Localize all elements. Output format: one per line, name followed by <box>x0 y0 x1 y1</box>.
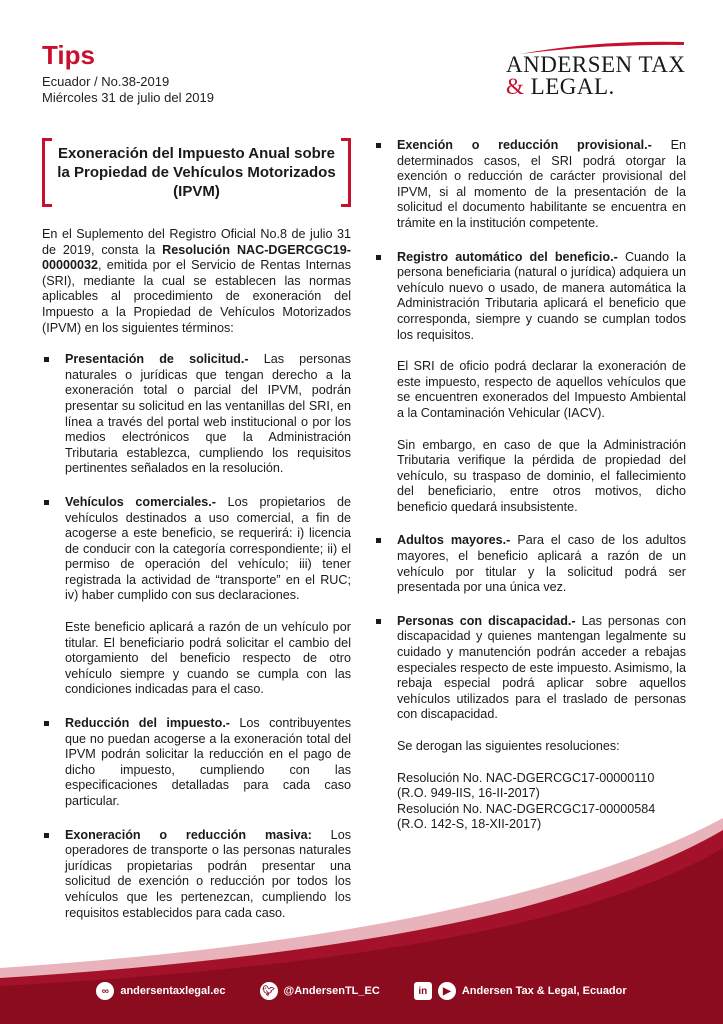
list-item <box>374 250 686 516</box>
item-heading: Reducción del impuesto.- <box>65 716 231 731</box>
bullet-icon <box>376 255 381 260</box>
social-text[interactable]: Andersen Tax & Legal, Ecuador <box>461 985 627 997</box>
website-text[interactable]: andersentaxlegal.ec <box>120 985 226 997</box>
issue-date: Miércoles 31 de julio del 2019 <box>42 90 214 105</box>
bullet-icon <box>44 357 49 362</box>
bullet-icon <box>376 143 381 148</box>
item-heading: Adultos mayores.- <box>397 533 511 548</box>
bullet-icon <box>376 619 381 624</box>
intro-paragraph <box>42 227 351 336</box>
item-heading: Registro automático del beneficio.- <box>397 249 618 264</box>
logo-line-1: ANDERSEN TAX <box>506 52 686 77</box>
resolution-name: Resolución No. NAC-DGERCGC17-00000110 <box>397 770 655 785</box>
andersen-logo <box>506 38 686 102</box>
resolution-ref: (R.O. 142-S, 18-XII-2017) <box>397 817 542 832</box>
logo-ampersand: & <box>506 74 525 99</box>
youtube-icon: ▶ <box>438 982 456 1000</box>
footer-social[interactable] <box>414 982 627 1000</box>
item-extra: Este beneficio aplicará a razón de un vehículo por titular. El beneficiario podrá solicitar el cambio del otorgamiento del beneficio respecto de otro vehículo siempre y cuando se cumpla con las condiciones indicadas para el caso. <box>65 620 351 697</box>
item-text: Los operadores de transporte o las personas naturales jurídicas propietarias podrán presentar una solicitud de exención o reducción por todos los vehículos que les pertenezcan, cumpliendo los requisitos establecidos para cada caso. <box>65 827 351 920</box>
logo-line-2 <box>506 74 615 100</box>
item-text: Las personas con discapacidad y quienes mantengan legalmente su cuidado y manutención podrán acceder a rebajas especiales respecto de este impuesto. Asimismo, la rebaja especial podrá aplicar sobre aquellos vehículos utilizados para el traslado de personas con discapacidad. <box>397 613 686 722</box>
right-column <box>374 138 686 851</box>
list-item <box>374 533 686 595</box>
item-extra: El SRI de oficio podrá declarar la exoneración de este impuesto, respecto de aquellos vehículos que se encuentren exonerados del Impuesto Ambiental a la Contaminación Vehicular (IACV). <box>397 359 686 420</box>
item-text: En determinados casos, el SRI podrá otorgar la exención o reducción de carácter provisional del IPVM, si al momento de la presentación de la solicitud el documento habilitante se encuentra en trámite en la institución competente. <box>397 138 686 230</box>
item-text: Cuando la persona beneficiaria (natural o jurídica) adquiera un vehículo nuevo o usado, de manera automática la Administración Tributaria aplicará el beneficio que corresponda, siempre y cuando se cumplan todos los requisitos. <box>397 249 686 342</box>
item-heading: Personas con discapacidad.- <box>397 613 576 628</box>
item-text: Los contribuyentes que no puedan acogerse a la exoneración total del IPVM podrán solicitar la reducción en el pago de dicho impuesto, cumpliendo con las especificaciones detalladas para cada caso particular. <box>65 716 351 808</box>
article-title-box <box>42 138 351 207</box>
list-item <box>42 495 351 698</box>
bullet-icon <box>44 500 49 505</box>
resolution-name: Resolución No. NAC-DGERCGC17-00000584 <box>397 801 656 816</box>
resolution-ref: (R.O. 949-IIS, 16-II-2017) <box>397 786 540 801</box>
item-text: Para el caso de los adultos mayores, el beneficio aplicará a razón de un vehículo por titular y la solicitud podrá ser presentada por una única vez. <box>397 533 686 595</box>
list-item <box>374 138 686 232</box>
list-item <box>42 716 351 810</box>
linkedin-icon: in <box>414 982 432 1000</box>
item-heading: Vehículos comerciales.- <box>65 494 216 509</box>
twitter-text[interactable]: @AndersenTL_EC <box>283 985 380 997</box>
item-heading: Exoneración o reducción masiva: <box>65 827 312 842</box>
intro-resolution: Resolución NAC-DGERCGC19-00000032 <box>42 242 351 273</box>
item-heading: Presentación de solicitud.- <box>65 352 249 367</box>
right-bracket <box>341 138 351 207</box>
derogation-intro: Se derogan las siguientes resoluciones: <box>397 739 620 753</box>
left-bracket <box>42 138 52 207</box>
item-extra: Sin embargo, en caso de que la Administración Tributaria verifique la pérdida de propiedad del vehículo, su traspaso de dominio, el fallecimiento del beneficiario, entre otros motivos, dicho beneficio quedará insubsistente. <box>397 437 686 514</box>
intro-text-2: , emitida por el Servicio de Rentas Internas (SRI), mediante la cual se establecen las normas aplicables al procedimiento de exoneración del Impuesto a la Propiedad de Vehículos Motorizados (IPVM) en los siguientes términos: <box>42 258 351 335</box>
logo-legal: LEGAL. <box>530 74 615 99</box>
list-item <box>42 352 351 477</box>
issue-number: Ecuador / No.38-2019 <box>42 74 170 89</box>
footer-bar <box>0 976 723 1006</box>
intro-text-1: En el Suplemento del Registro Oficial No.8 de julio 31 de 2019, consta la <box>42 227 351 257</box>
right-bullet-list <box>374 138 686 833</box>
footer-website[interactable] <box>96 982 225 1000</box>
item-heading: Exención o reducción provisional.- <box>397 138 652 152</box>
article-title: Exoneración del Impuesto Anual sobre la Propiedad de Vehículos Motorizados (IPVM) <box>57 145 336 200</box>
twitter-icon: 🐦︎ <box>260 982 278 1000</box>
item-text: Las personas naturales o jurídicas que tengan derecho a la exoneración total o parcial del IPVM, podrán presentar su solicitud en las ventanillas del SRI, en línea a través del portal web institucional o por los medios electrónicos que la Administración Tributaria establezca, cumpliendo los requisitos pertinentes señalados en la resolución. <box>65 352 351 476</box>
newsletter-title: Tips <box>42 40 95 70</box>
bullet-icon <box>376 538 381 543</box>
item-text: Los propietarios de vehículos destinados a uso comercial, a fin de acogerse a este beneficio, se requerirá: i) licencia de conducir con la categoría correspondiente; ii) el permiso de operación del vehículo; iii) tener registrada la actividad de “transporte” en el RUC; iv) haber cumplido con sus declaraciones. <box>65 494 351 603</box>
link-icon: ∞ <box>96 982 114 1000</box>
bullet-icon <box>44 721 49 726</box>
issue-info <box>42 74 214 106</box>
footer-twitter[interactable] <box>260 982 380 1000</box>
list-item <box>374 614 686 833</box>
